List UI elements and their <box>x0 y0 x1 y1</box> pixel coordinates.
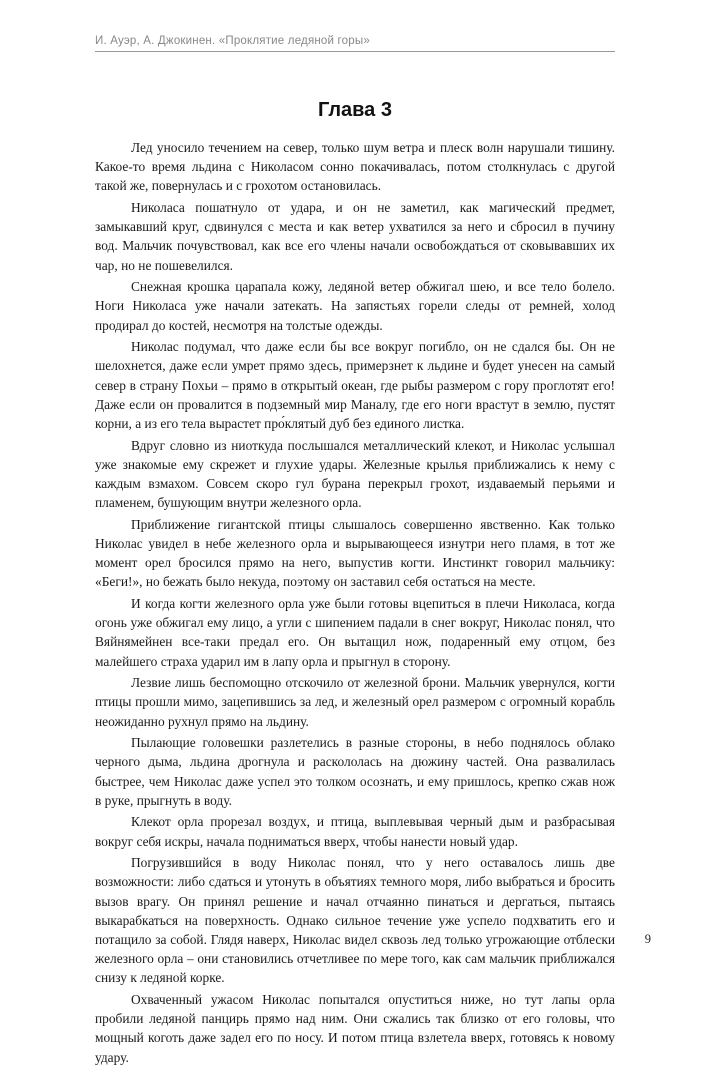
chapter-body <box>95 138 615 1069</box>
page-number: 9 <box>644 932 651 946</box>
paragraph-8: Лезвие лишь беспомощно отскочило от железной брони. Мальчик увернулся, когти птицы прошли мимо, зацепившись за лед, и железный орел размером с огромный корабль неожиданно рухнул прямо на льдину. <box>95 675 615 729</box>
paragraph-10: Клекот орла прорезал воздух, и птица, выплевывая черный дым и разбрасывая вокруг себя искры, начала подниматься вверх, чтобы нанести новый удар. <box>95 814 615 849</box>
paragraph-11: Погрузившийся в воду Николас понял, что у него оставалось лишь две возможности: либо сдаться и утонуть в объятиях темного моря, либо выбраться и бросить вызов врагу. Он принял решение и начал отчаянно пинаться и дергаться, пытаясь выкарабкаться на поверхность. Однако сильное течение уже успело подхватить его и потащило за собой. Глядя наверх, Николас видел сквозь лед только угрожающие отблески железного орла – они становились отчетливее по мере того, как сам мальчик приближался снизу к ледяной корке. <box>95 855 615 986</box>
paragraph-5: Вдруг словно из ниоткуда послышался металлический клекот, и Николас услышал уже знакомые ему скрежет и глухие удары. Железные крылья приближались к нему с каждым взмахом. Совсем скоро гул бурана перекрыл грохот, издаваемый перьями и пламенем, бушующим внутри железного орла. <box>95 437 615 511</box>
paragraph-6: Приближение гигантской птицы слышалось совершенно явственно. Как только Николас увидел в небе железного орла и вырывающееся изнутри него пламя, в тот же момент орел бросился прямо на него, выпустив когти. Инстинкт говорил мальчику: «Беги!», но бежать было некуда, поэтому он заставил себя остаться на месте. <box>95 516 615 590</box>
paragraph-9: Пылающие головешки разлетелись в разные стороны, в небо поднялось облако черного дыма, льдина дрогнула и раскололась на дюжину частей. Она развалилась быстрее, чем Николас даже успел это толком осознать, и ему пришлось, крепко сжав нож в руке, прыгнуть в воду. <box>95 735 615 808</box>
running-header: И. Ауэр, А. Джокинен. «Проклятие ледяной горы» <box>95 35 370 47</box>
paragraph-12: Охваченный ужасом Николас попытался опуститься ниже, но тут лапы орла пробили ледяной панцирь прямо над ним. Они сжались так близко от его головы, что мощный коготь даже задел его по носу. И потом птица взлетела вверх, готовясь к новому удару. <box>95 992 615 1065</box>
header-rule <box>95 51 615 52</box>
paragraph-1: Лед уносило течением на север, только шум ветра и плеск волн нарушали тишину. Какое-то время льдина с Николасом сонно покачивалась, потом столкнулась с другой такой же, повернулась и с грохотом остановилась. <box>95 140 615 194</box>
paragraph-7: И когда когти железного орла уже были готовы вцепиться в плечи Николаса, когда огонь уже обжигал ему лицо, а угли с шипением падали в снег вокруг, Николас понял, что Вяйнямейнен все-таки предал его. Он вытащил нож, подаренный ему отцом, без малейшего страха ударил им в лапу орла и прыгнул в сторону. <box>95 596 615 669</box>
paragraph-4: Николас подумал, что даже если бы все вокруг погибло, он не сдался бы. Он не шелохнется, даже если умрет прямо здесь, примерзнет к льдине и будет унесен на самый север в страну Похьи – прямо в открытый океан, где рыбы размером с гору проглотят его! Даже если он провалится в подземный мир Маналу, где его ноги врастут в землю, пустят корни, а из его тела вырастет про́клятый дуб без единого листка. <box>95 339 615 432</box>
chapter-title: Глава 3 <box>317 99 392 121</box>
paragraph-2: Николаса пошатнуло от удара, и он не заметил, как магический предмет, замыкавший круг, сдвинулся с места и как ветер ухватился за него и сбросил в пучину вод. Мальчик почувствовал, как все его члены начали освобождаться от сковывавших их чар, но не пошевелился. <box>95 200 615 273</box>
paragraph-3: Снежная крошка царапала кожу, ледяной ветер обжигал шею, и все тело болело. Ноги Николаса уже начали затекать. На запястьях горели следы от ремней, холод продирал до костей, несмотря на толстые одежды. <box>95 279 615 333</box>
